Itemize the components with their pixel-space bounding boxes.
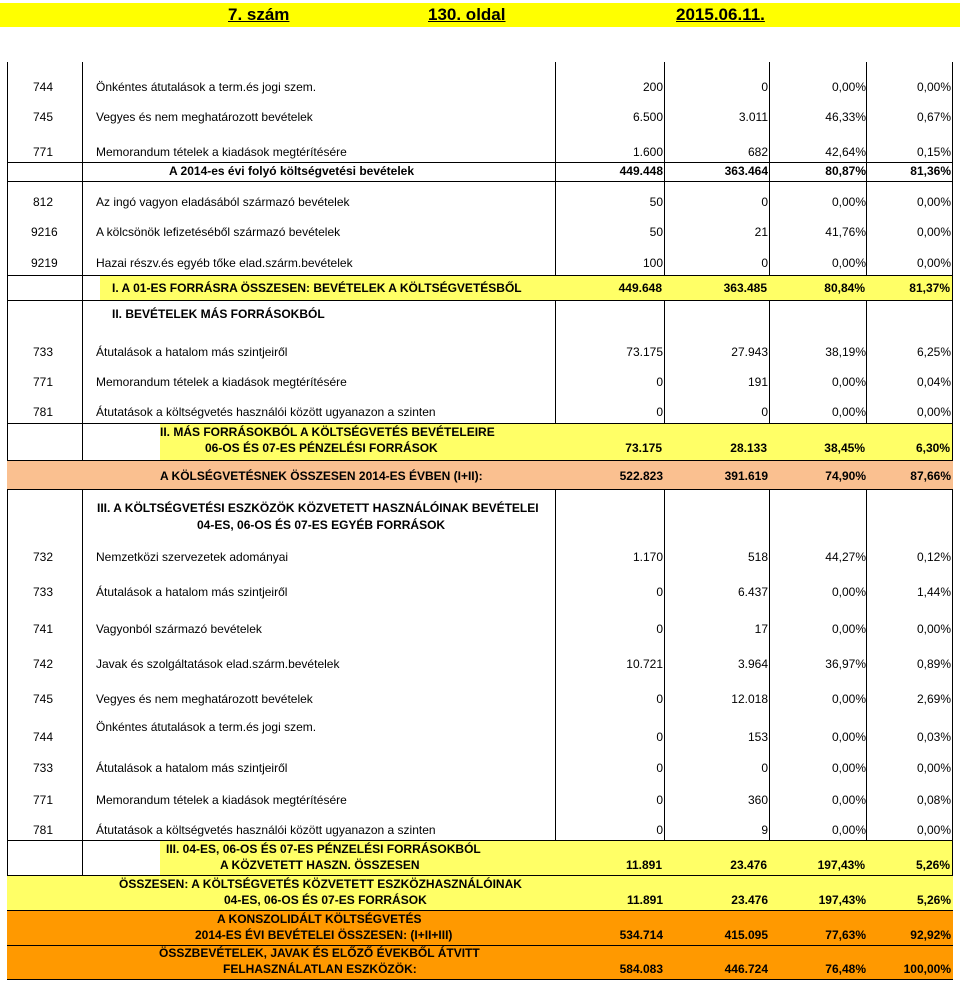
row-name: Vagyonból származó bevételek: [96, 622, 262, 636]
table-row: [7, 195, 953, 213]
row-separator: [7, 181, 953, 182]
row-pct1: 77,63%: [825, 928, 866, 942]
row-pct1: 44,27%: [825, 550, 866, 564]
issue-date: 2015.06.11.: [676, 5, 765, 24]
row-pct2: 0,00%: [916, 195, 951, 209]
row-name: Átutatások a költségvetés használói között ugyanazon a szinten: [96, 405, 436, 419]
row-pct2: 0,00%: [916, 622, 951, 636]
table-row: [7, 692, 953, 710]
row-code: 745: [33, 110, 54, 124]
table-row: [7, 718, 953, 754]
row-plan: 0: [656, 375, 663, 389]
row-name-line2: FELHASZNÁLATLAN ESZKÖZÖK:: [223, 962, 417, 976]
row-pct2: 0,00%: [916, 405, 951, 419]
row-pct1: 38,19%: [825, 345, 866, 359]
row-name: II. MÁS FORRÁSOKBÓL A KÖLTSÉGVETÉS BEVÉTELEIRE: [160, 425, 495, 439]
row-name: Memorandum tételek a kiadások megtérítésére: [96, 793, 347, 807]
row-pct1: 197,43%: [817, 858, 865, 872]
row-pct2: 0,00%: [916, 80, 951, 94]
row-pct2: 6,25%: [916, 345, 951, 359]
table-row: [7, 405, 953, 423]
row-pct1: 36,97%: [825, 657, 866, 671]
row-plan: 1.600: [632, 145, 663, 159]
row-pct2: 81,36%: [910, 164, 951, 178]
section-heading: [7, 307, 953, 325]
row-actual: 0: [761, 405, 768, 419]
row-pct1: 0,00%: [831, 256, 866, 270]
row-name-line2: 06-OS ÉS 07-ES PÉNZELÉSI FORRÁSOK: [205, 441, 438, 455]
row-actual: 17: [754, 622, 768, 636]
row-actual: 360: [747, 793, 768, 807]
row-plan: 0: [656, 585, 663, 599]
row-name: Vegyes és nem meghatározott bevételek: [96, 110, 313, 124]
row-name: III. 04-ES, 06-OS ÉS 07-ES PÉNZELÉSI FORRÁSOKBÓL: [166, 842, 481, 856]
row-actual: 3.011: [738, 110, 768, 124]
row-name: ÖSSZBEVÉTELEK, JAVAK ÉS ELŐZŐ ÉVEKBŐL ÁTVITT: [159, 946, 480, 960]
row-code: 781: [33, 823, 54, 837]
section-title-line2: 04-ES, 06-OS ÉS 07-ES EGYÉB FORRÁSOK: [197, 518, 446, 532]
row-pct2: 0,89%: [916, 657, 951, 671]
row-code: 733: [33, 761, 54, 775]
row-plan: 0: [656, 622, 663, 636]
row-name: Javak és szolgáltatások elad.szárm.bevételek: [96, 657, 340, 671]
row-pct1: 42,64%: [825, 145, 866, 159]
row-plan: 1.170: [632, 550, 663, 564]
section-total-row: [7, 876, 953, 910]
row-code: 744: [33, 80, 54, 94]
row-code: 733: [33, 585, 54, 599]
row-name: I. A 01-ES FORRÁSRA ÖSSZESEN: BEVÉTELEK A KÖLTSÉGVETÉSBŐL: [112, 281, 522, 295]
row-pct1: 0,00%: [831, 405, 866, 419]
row-pct2: 5,26%: [915, 858, 950, 872]
row-pct1: 76,48%: [825, 962, 866, 976]
table-row: [7, 345, 953, 363]
row-actual: 191: [747, 375, 768, 389]
row-pct2: 5,26%: [916, 893, 951, 907]
row-code: 9219: [31, 256, 58, 270]
row-code: 732: [33, 550, 54, 564]
table-row: [7, 823, 953, 841]
section-total-row: [160, 841, 952, 875]
row-actual: 12.018: [731, 692, 768, 706]
row-plan: 11.891: [625, 858, 662, 872]
row-actual: 0: [761, 256, 768, 270]
row-pct1: 80,84%: [824, 281, 865, 295]
row-name: Nemzetközi szervezetek adományai: [96, 550, 289, 564]
row-actual: 415.095: [724, 928, 768, 942]
row-actual: 363.485: [723, 281, 767, 295]
row-plan: 522.823: [619, 469, 663, 483]
row-pct1: 80,87%: [825, 164, 866, 178]
row-pct2: 92,92%: [910, 928, 951, 942]
section-title: III. A KÖLTSÉGVETÉSI ESZKÖZÖK KÖZVETETT HASZNÁLÓINAK BEVÉTELEI: [97, 501, 539, 515]
row-code: 781: [33, 405, 54, 419]
row-code: 744: [33, 730, 54, 744]
row-plan: 584.083: [619, 962, 663, 976]
row-separator: [7, 489, 953, 490]
row-name: A kölcsönök lefizetéséből származó bevételek: [96, 225, 341, 239]
row-pct1: 197,43%: [818, 893, 866, 907]
table-row: [7, 145, 953, 163]
row-pct2: 0,08%: [916, 793, 951, 807]
grand-total-row: [7, 461, 953, 489]
row-pct2: 0,12%: [916, 550, 951, 564]
row-code: 741: [33, 622, 54, 636]
row-name: Memorandum tételek a kiadások megtérítésére: [96, 375, 347, 389]
row-pct2: 0,00%: [916, 225, 951, 239]
row-actual: 363.464: [724, 164, 768, 178]
subtotal-row: [7, 164, 953, 182]
row-name: ÖSSZESEN: A KÖLTSÉGVETÉS KÖZVETETT ESZKÖZHASZNÁLÓINAK: [119, 877, 522, 891]
row-plan: 0: [656, 761, 663, 775]
row-pct1: 0,00%: [831, 761, 866, 775]
row-plan: 73.175: [625, 441, 662, 455]
table-row: [7, 793, 953, 811]
row-pct1: 41,76%: [825, 225, 866, 239]
row-code: 733: [33, 345, 54, 359]
row-plan: 11.891: [626, 893, 663, 907]
row-separator: [7, 162, 953, 163]
row-actual: 153: [747, 730, 768, 744]
row-pct1: 0,00%: [831, 622, 866, 636]
row-name: Átutalások a hatalom más szintjeiről: [96, 345, 288, 359]
row-code: 812: [33, 195, 54, 209]
row-plan: 10.721: [626, 657, 663, 671]
table-row: [7, 375, 953, 393]
row-pct1: 0,00%: [831, 195, 866, 209]
row-pct2: 0,67%: [916, 110, 951, 124]
section-total-row: [100, 276, 952, 300]
row-actual: 6.437: [737, 585, 768, 599]
table-row: [7, 110, 953, 128]
row-name: A 2014-es évi folyó költségvetési bevételek: [169, 164, 415, 178]
row-code: 771: [33, 375, 54, 389]
row-actual: 28.133: [730, 441, 767, 455]
consolidated-total-row: [7, 911, 953, 945]
row-separator: [7, 979, 953, 980]
row-code: 771: [33, 793, 54, 807]
row-plan: 0: [656, 823, 663, 837]
row-plan: 0: [656, 692, 663, 706]
row-pct1: 74,90%: [825, 469, 866, 483]
table-row: [7, 225, 953, 243]
row-pct1: 0,00%: [831, 793, 866, 807]
row-pct2: 0,15%: [916, 145, 951, 159]
row-pct2: 6,30%: [915, 441, 950, 455]
page-number: 130. oldal: [428, 5, 506, 24]
row-pct2: 1,44%: [916, 585, 951, 599]
row-plan: 50: [649, 225, 663, 239]
page-header: [0, 3, 960, 27]
row-plan: 6.500: [632, 110, 663, 124]
table-row: [7, 80, 953, 98]
row-actual: 0: [761, 761, 768, 775]
row-pct2: 87,66%: [910, 469, 951, 483]
row-plan: 0: [656, 793, 663, 807]
row-name: Átutalások a hatalom más szintjeiről: [96, 761, 288, 775]
table-row: [7, 256, 953, 274]
issue-number: 7. szám: [228, 5, 290, 24]
row-actual: 682: [747, 145, 768, 159]
row-plan: 0: [656, 730, 663, 744]
row-actual: 446.724: [724, 962, 768, 976]
row-plan: 100: [642, 256, 663, 270]
row-pct2: 0,00%: [916, 823, 951, 837]
row-name: Önkéntes átutalások a term.és jogi szem.: [96, 720, 317, 734]
row-actual: 9: [761, 823, 768, 837]
overall-total-row: [7, 946, 953, 979]
row-pct2: 0,00%: [916, 256, 951, 270]
table-row: [7, 550, 953, 568]
row-pct2: 100,00%: [903, 962, 951, 976]
table-row: [7, 761, 953, 779]
section-title: II. BEVÉTELEK MÁS FORRÁSOKBÓL: [112, 307, 325, 321]
row-pct1: 0,00%: [831, 730, 866, 744]
row-name-line2: 2014-ES ÉVI BEVÉTELEI ÖSSZESEN: (I+II+III): [195, 928, 453, 942]
row-name: A KÖLSÉGVETÉSNEK ÖSSZESEN 2014-ES ÉVBEN (I+II):: [160, 469, 483, 483]
section-heading: [7, 501, 953, 537]
row-pct1: 0,00%: [831, 585, 866, 599]
row-name: Az ingó vagyon eladásából származó bevételek: [96, 195, 350, 209]
row-pct2: 0,03%: [916, 730, 951, 744]
row-plan: 50: [649, 195, 663, 209]
row-code: 9216: [31, 225, 58, 239]
row-actual: 518: [747, 550, 768, 564]
row-actual: 3.964: [737, 657, 768, 671]
row-name: Memorandum tételek a kiadások megtérítésére: [96, 145, 347, 159]
row-name: Átutalások a hatalom más szintjeiről: [96, 585, 288, 599]
row-actual: 0: [761, 195, 768, 209]
row-pct1: 0,00%: [831, 823, 866, 837]
section-total-row: [160, 424, 952, 460]
row-name-line2: 04-ES, 06-OS ÉS 07-ES FORRÁSOK: [224, 893, 427, 907]
row-name: Átutatások a költségvetés használói között ugyanazon a szinten: [96, 823, 436, 837]
row-pct1: 0,00%: [831, 80, 866, 94]
row-actual: 27.943: [731, 345, 768, 359]
table-row: [7, 585, 953, 603]
row-pct1: 0,00%: [831, 692, 866, 706]
row-name: Vegyes és nem meghatározott bevételek: [96, 692, 313, 706]
row-plan: 449.448: [619, 164, 663, 178]
row-actual: 23.476: [731, 893, 768, 907]
row-name-line2: A KÖZVETETT HASZN. ÖSSZESEN: [220, 858, 420, 872]
row-plan: 0: [656, 405, 663, 419]
row-actual: 21: [754, 225, 768, 239]
row-separator: [7, 300, 953, 301]
row-plan: 200: [642, 80, 663, 94]
row-pct1: 46,33%: [825, 110, 866, 124]
row-actual: 23.476: [730, 858, 767, 872]
row-name: Hazai részv.és egyéb tőke elad.szárm.bevételek: [96, 256, 353, 270]
row-name: A KONSZOLIDÁLT KÖLTSÉGVETÉS: [217, 912, 422, 926]
row-name: Önkéntes átutalások a term.és jogi szem.: [96, 80, 317, 94]
row-plan: 534.714: [619, 928, 663, 942]
row-plan: 449.648: [618, 281, 662, 295]
row-actual: 391.619: [724, 469, 768, 483]
row-code: 745: [33, 692, 54, 706]
row-pct2: 0,00%: [916, 761, 951, 775]
table-row: [7, 657, 953, 675]
row-pct1: 38,45%: [824, 441, 865, 455]
row-pct2: 2,69%: [916, 692, 951, 706]
table-row: [7, 622, 953, 640]
row-pct2: 0,04%: [916, 375, 951, 389]
row-plan: 73.175: [626, 345, 663, 359]
row-code: 742: [33, 657, 54, 671]
row-pct2: 81,37%: [909, 281, 950, 295]
row-pct1: 0,00%: [831, 375, 866, 389]
row-actual: 0: [761, 80, 768, 94]
row-code: 771: [33, 145, 54, 159]
